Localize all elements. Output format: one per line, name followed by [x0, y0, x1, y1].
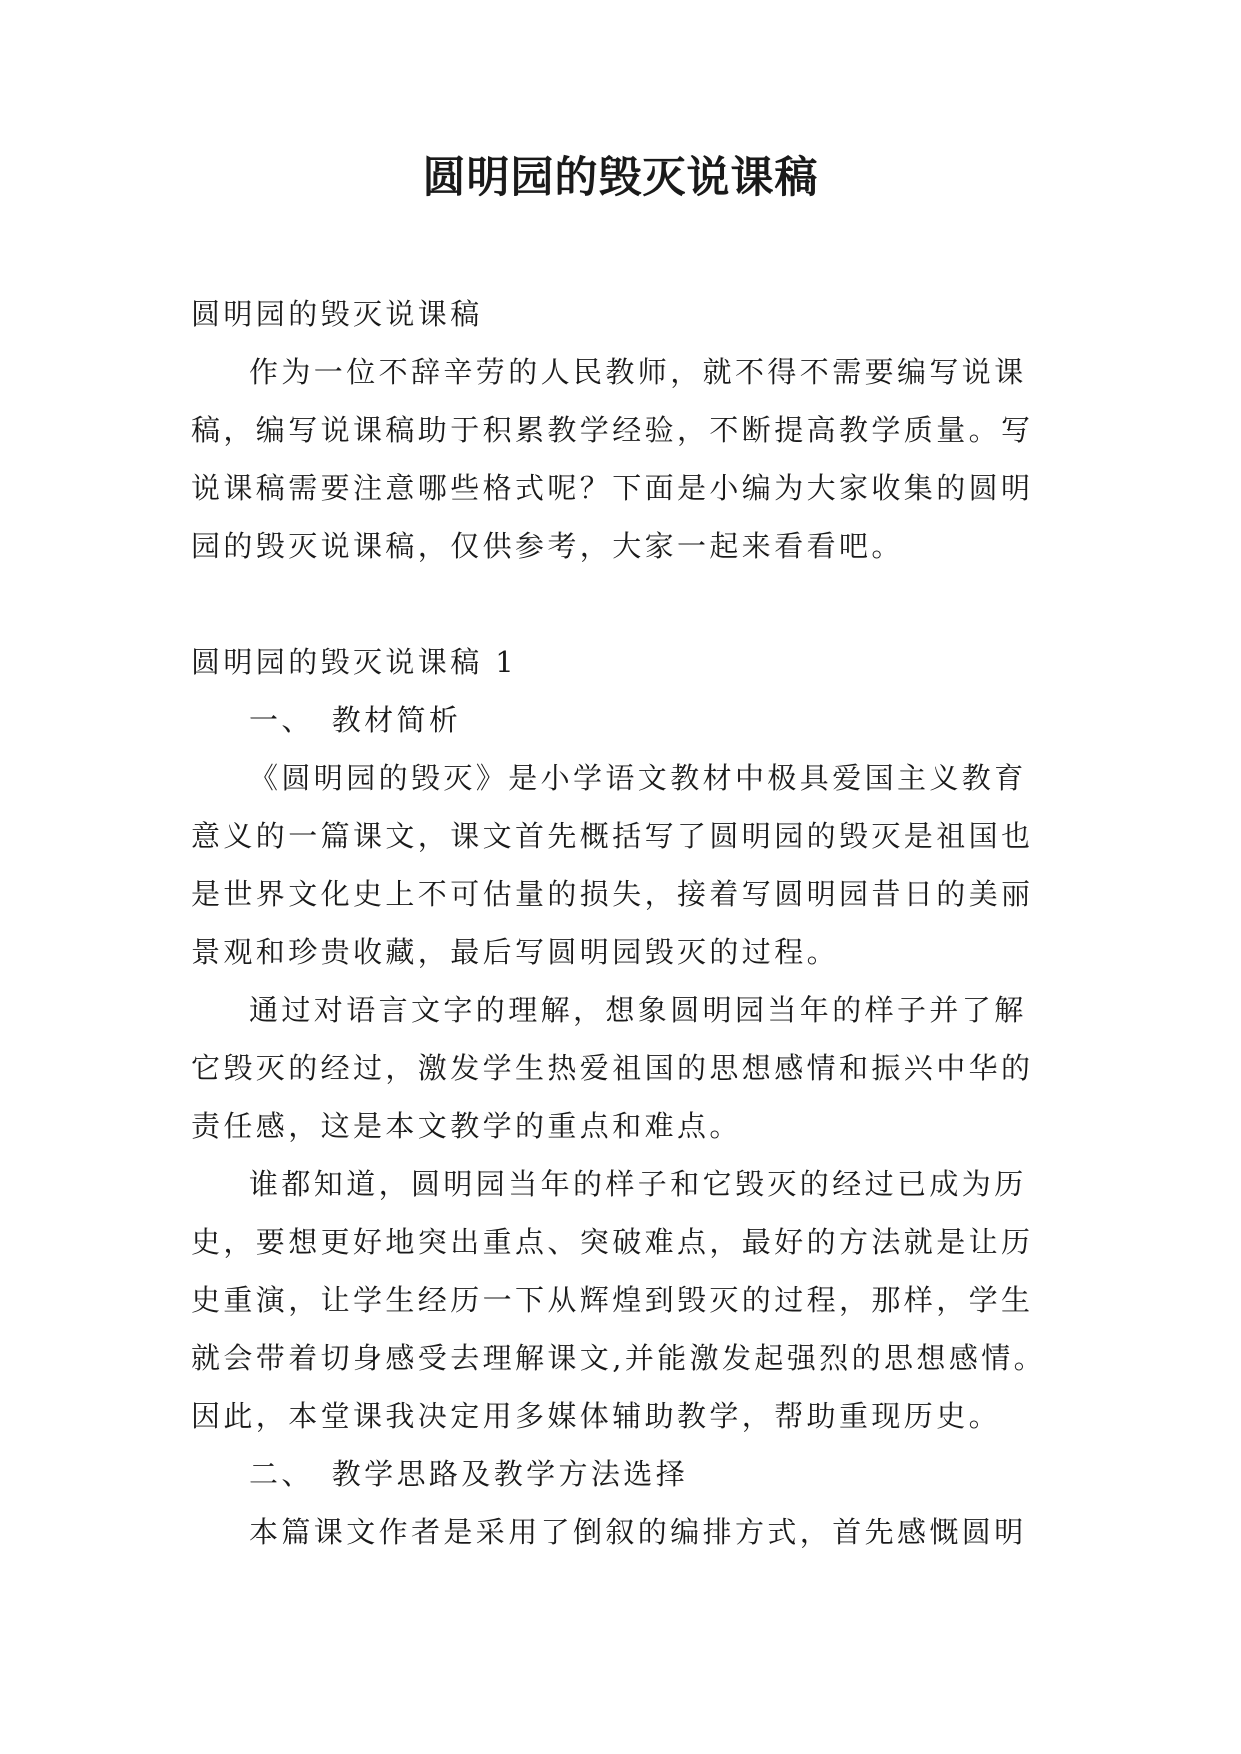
- paragraph-1: 《圆明园的毁灭》是小学语文教材中极具爱国主义教育意义的一篇课文，课文首先概括写了圆明园的毁灭是祖国也是世界文化史上不可估量的损失，接着写圆明园昔日的美丽景观和珍贵收藏，最后写圆明园毁灭的过程。: [191, 761, 1034, 969]
- heading-textbook-analysis: 一、 教材简析: [249, 703, 462, 737]
- section-spacer: [191, 575, 1051, 633]
- document-subtitle: 圆明园的毁灭说课稿: [191, 297, 483, 331]
- intro-paragraph: 作为一位不辞辛劳的人民教师，就不得不需要编写说课稿，编写说课稿助于积累教学经验，不断提高教学质量。写说课稿需要注意哪些格式呢？下面是小编为大家收集的圆明园的毁灭说课稿，仅供参考，大家一起来看看吧。: [191, 355, 1034, 563]
- section-title: 圆明园的毁灭说课稿 1: [191, 645, 518, 679]
- document-body: [191, 285, 1051, 1561]
- heading-teaching-approach: 二、 教学思路及教学方法选择: [249, 1457, 689, 1491]
- paragraph-3: 谁都知道，圆明园当年的样子和它毁灭的经过已成为历史，要想更好地突出重点、突破难点，最好的方法就是让历史重演，让学生经历一下从辉煌到毁灭的过程，那样，学生就会带着切身感受去理解课文,并能激发起强烈的思想感情。因此，本堂课我决定用多媒体辅助教学，帮助重现历史。: [191, 1167, 1047, 1433]
- document-title: 圆明园的毁灭说课稿: [422, 153, 819, 203]
- paragraph-2: 通过对语言文字的理解，想象圆明园当年的样子并了解它毁灭的经过，激发学生热爱祖国的思想感情和振兴中华的责任感，这是本文教学的重点和难点。: [191, 993, 1034, 1143]
- paragraph-4: 本篇课文作者是采用了倒叙的编排方式，首先感慨圆明: [249, 1515, 1027, 1549]
